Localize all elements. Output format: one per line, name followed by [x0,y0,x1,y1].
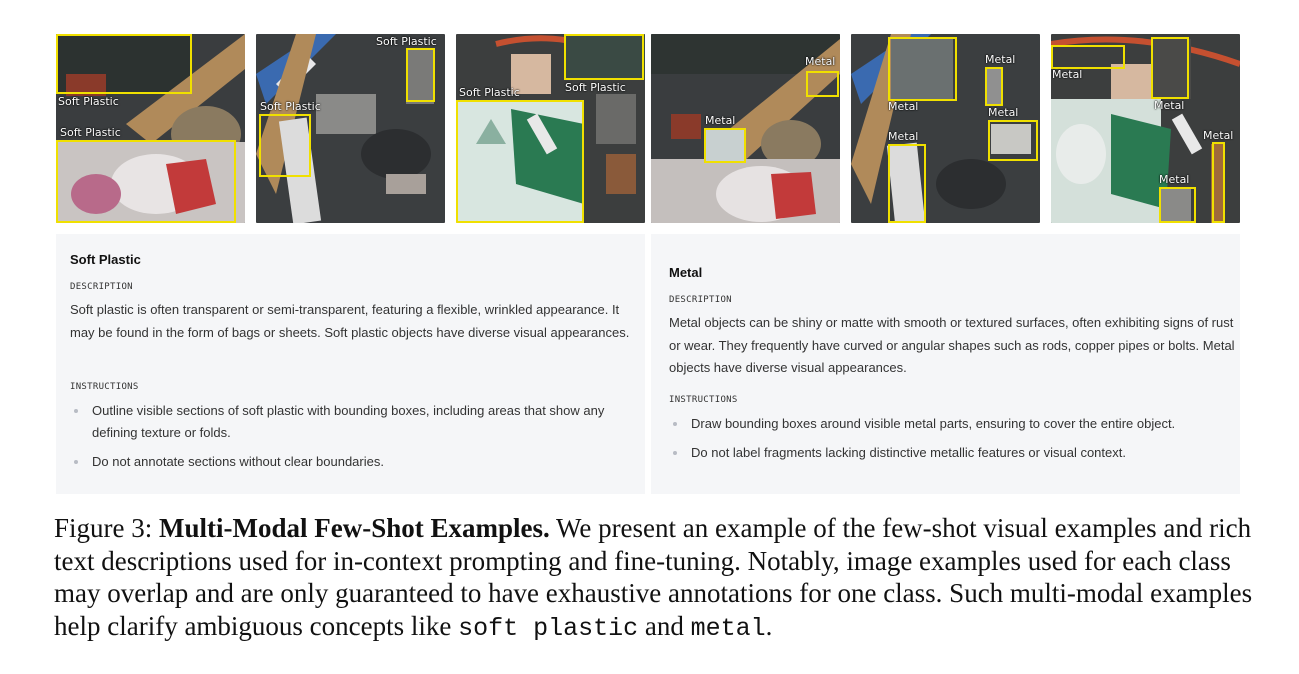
description-text: Metal objects can be shiny or matte with smooth or textured surfaces, often exhibiting signs of rust or wear. They frequently have curved or angular shapes such as rods, copper pipes or bolts. Metal objects have diverse visual appearances. [669,315,1235,375]
caption-code-metal: metal [690,613,766,643]
bounding-box [985,67,1003,106]
caption-end: . [765,610,773,641]
bbox-label: Metal [1154,99,1185,112]
bounding-box [456,100,584,223]
bounding-box [1051,45,1125,69]
bounding-box [704,128,746,163]
caption-title: Multi-Modal Few-Shot Examples. [159,513,550,543]
bbox-label: Metal [705,114,736,127]
caption-and: and [638,610,691,641]
bbox-label: Metal [1159,173,1190,186]
figure-caption [54,512,1254,645]
bbox-label: Soft Plastic [459,86,520,99]
bounding-box [888,37,957,101]
example-image-6 [1051,34,1240,223]
soft-plastic-card [56,234,645,494]
bounding-box [259,114,311,177]
bbox-label: Metal [1203,129,1234,142]
instructions-heading: INSTRUCTIONS [70,382,139,392]
example-image-3 [456,34,645,223]
metal-card [651,234,1240,494]
description-text: Soft plastic is often transparent or semi-transparent, featuring a flexible, wrinkled appearance. It may be found in the form of bags or sheets. Soft plastic objects have diverse visual appearances. [70,302,630,340]
bounding-box [1159,187,1196,223]
bounding-box [56,140,236,223]
bounding-box [888,144,926,223]
example-image-4 [651,34,840,223]
caption-code-soft-plastic: soft plastic [458,613,639,643]
instruction-item: Do not label fragments lacking distinctive metallic features or visual context. [669,442,1235,464]
bbox-label: Soft Plastic [376,35,437,48]
bbox-label: Metal [988,106,1019,119]
instructions-list [70,400,640,480]
bounding-box [988,120,1038,161]
bbox-label: Soft Plastic [60,126,121,139]
bounding-box [56,34,192,94]
description-heading: DESCRIPTION [70,282,133,292]
instruction-item: Draw bounding boxes around visible metal parts, ensuring to cover the entire object. [669,413,1235,435]
bbox-label: Metal [888,130,919,143]
card-title: Metal [669,265,703,280]
instruction-item: Do not annotate sections without clear boundaries. [70,451,640,473]
caption-prefix: Figure 3: [54,513,159,543]
bbox-label: Soft Plastic [565,81,626,94]
bbox-label: Metal [888,100,919,113]
instruction-item: Outline visible sections of soft plastic with bounding boxes, including areas that show any defining texture or folds. [70,400,640,444]
instructions-heading: INSTRUCTIONS [669,395,738,405]
bbox-label: Soft Plastic [58,95,119,108]
example-image-5 [851,34,1040,223]
instructions-list [669,413,1235,471]
example-image-1 [56,34,245,223]
example-image-2 [256,34,445,223]
bbox-label: Soft Plastic [260,100,321,113]
bbox-label: Metal [1052,68,1083,81]
bbox-label: Metal [805,55,836,68]
bbox-label: Metal [985,53,1016,66]
bounding-box [1212,142,1225,223]
bounding-box [406,48,435,102]
bounding-box [1151,37,1189,99]
caption-body: We present an example of the few-shot visual examples and rich text descriptions used for in-context prompting and fine-tuning. Notably, image examples used for each class may overlap and are only guaranteed to have exhaustive annotations for one class. Such multi-modal examples help clarify ambiguous concepts like [54,513,1253,641]
bounding-box [806,71,839,97]
description-heading: DESCRIPTION [669,295,732,305]
bounding-box [564,34,644,80]
card-title: Soft Plastic [70,252,141,267]
